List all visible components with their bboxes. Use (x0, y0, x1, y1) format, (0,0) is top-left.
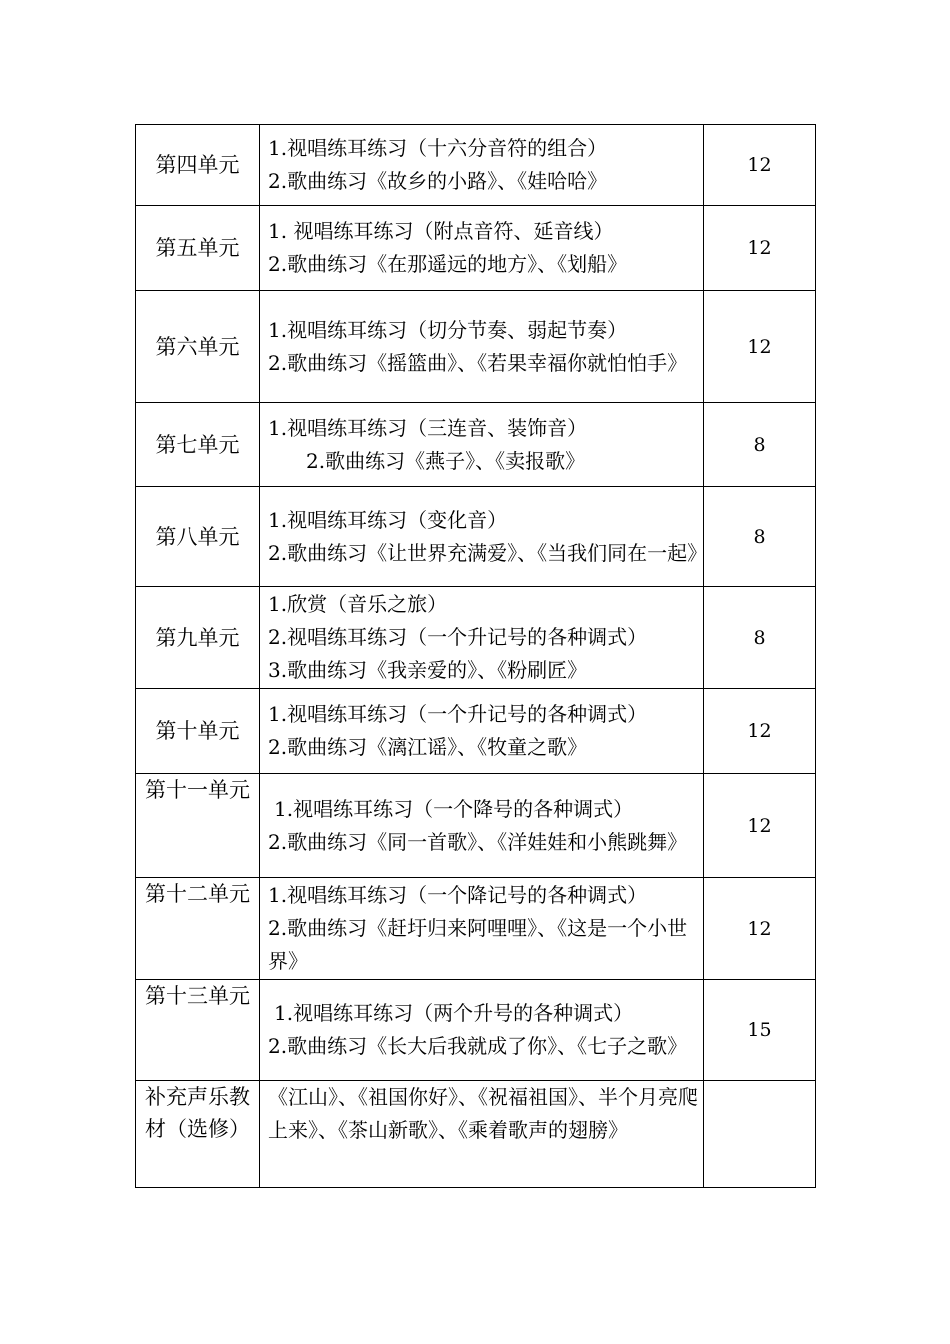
content-line: 1.视唱练耳练习（一个升记号的各种调式） (268, 702, 648, 726)
content-line: 2.歌曲练习《让世界充满爱》、《当我们同在一起》 (268, 540, 708, 565)
content-line: 1.视唱练耳练习（两个升号的各种调式） (274, 1001, 634, 1025)
content-cell (260, 487, 708, 587)
content-line: 2.视唱练耳练习（一个升记号的各种调式） (268, 625, 648, 649)
content-line: 1.视唱练耳练习（变化音） (268, 507, 508, 532)
unit-cell: 第六单元 (136, 291, 260, 403)
unit-cell: 第十二单元 (136, 878, 260, 980)
content-line: 2.歌曲练习《故乡的小路》、《娃哈哈》 (268, 169, 608, 193)
table-row (136, 291, 816, 403)
content-line: 1.视唱练耳练习（一个降号的各种调式） (274, 796, 634, 821)
unit-cell: 第四单元 (136, 125, 260, 206)
content-line: 3.歌曲练习《我亲爱的》、《粉刷匠》 (268, 658, 588, 682)
table-row (136, 487, 816, 587)
hours-cell: 8 (704, 487, 816, 587)
content-line: 1.视唱练耳练习（十六分音符的组合） (268, 136, 608, 160)
content-line: 2.歌曲练习《长大后我就成了你》、《七子之歌》 (268, 1034, 688, 1058)
table-row (136, 125, 816, 206)
table-row (136, 774, 816, 878)
hours-cell: 12 (704, 689, 816, 774)
hours-cell (704, 1081, 816, 1188)
content-line: 《江山》、《祖国你好》、《祝福祖国》、半个月亮爬上来》、《茶山新歌》、《乘着歌声的翅膀》 (268, 1085, 698, 1142)
hours-cell: 12 (704, 878, 816, 980)
unit-cell: 补充声乐教材（选修） (136, 1081, 260, 1188)
unit-cell: 第七单元 (136, 403, 260, 487)
content-cell (260, 206, 704, 291)
content-cell (260, 125, 704, 206)
hours-cell: 12 (704, 206, 816, 291)
table-row (136, 980, 816, 1081)
table-row (136, 689, 816, 774)
table-row (136, 403, 816, 487)
unit-cell: 第十单元 (136, 689, 260, 774)
table-row (136, 1081, 816, 1188)
content-cell (260, 980, 704, 1081)
content-cell (260, 689, 704, 774)
content-line: 2.歌曲练习《燕子》、《卖报歌》 (306, 448, 586, 473)
hours-cell: 8 (704, 403, 816, 487)
unit-cell: 第五单元 (136, 206, 260, 291)
content-cell (260, 587, 704, 689)
hours-cell: 12 (704, 291, 816, 403)
content-cell (260, 291, 704, 403)
content-line: 2.歌曲练习《赶圩归来阿哩哩》、《这是一个小世界》 (268, 916, 688, 973)
hours-cell: 12 (704, 774, 816, 878)
content-cell (260, 403, 704, 487)
table-row (136, 587, 816, 689)
curriculum-table (135, 124, 816, 1188)
table-row (136, 206, 816, 291)
content-line: 2.歌曲练习《在那遥远的地方》、《划船》 (268, 252, 628, 276)
unit-cell: 第八单元 (136, 487, 260, 587)
content-line: 1. 视唱练耳练习（附点音符、延音线） (268, 219, 614, 243)
content-line: 1.视唱练耳练习（三连音、装饰音） (268, 415, 588, 440)
content-line: 1.视唱练耳练习（一个降记号的各种调式） (268, 883, 648, 907)
content-line: 1.视唱练耳练习（切分节奏、弱起节奏） (268, 317, 628, 342)
content-cell (260, 1081, 704, 1188)
content-cell (260, 774, 704, 878)
content-line: 2.歌曲练习《同一首歌》、《洋娃娃和小熊跳舞》 (268, 829, 688, 854)
hours-cell: 15 (704, 980, 816, 1081)
unit-cell: 第十一单元 (136, 774, 260, 878)
unit-cell: 第十三单元 (136, 980, 260, 1081)
hours-cell: 8 (704, 587, 816, 689)
unit-cell: 第九单元 (136, 587, 260, 689)
content-line: 2.歌曲练习《摇篮曲》、《若果幸福你就怕怕手》 (268, 350, 688, 375)
table-row (136, 878, 816, 980)
content-line: 2.歌曲练习《漓江谣》、《牧童之歌》 (268, 735, 588, 759)
content-line: 1.欣赏（音乐之旅） (268, 592, 448, 616)
content-cell (260, 878, 704, 980)
hours-cell: 12 (704, 125, 816, 206)
